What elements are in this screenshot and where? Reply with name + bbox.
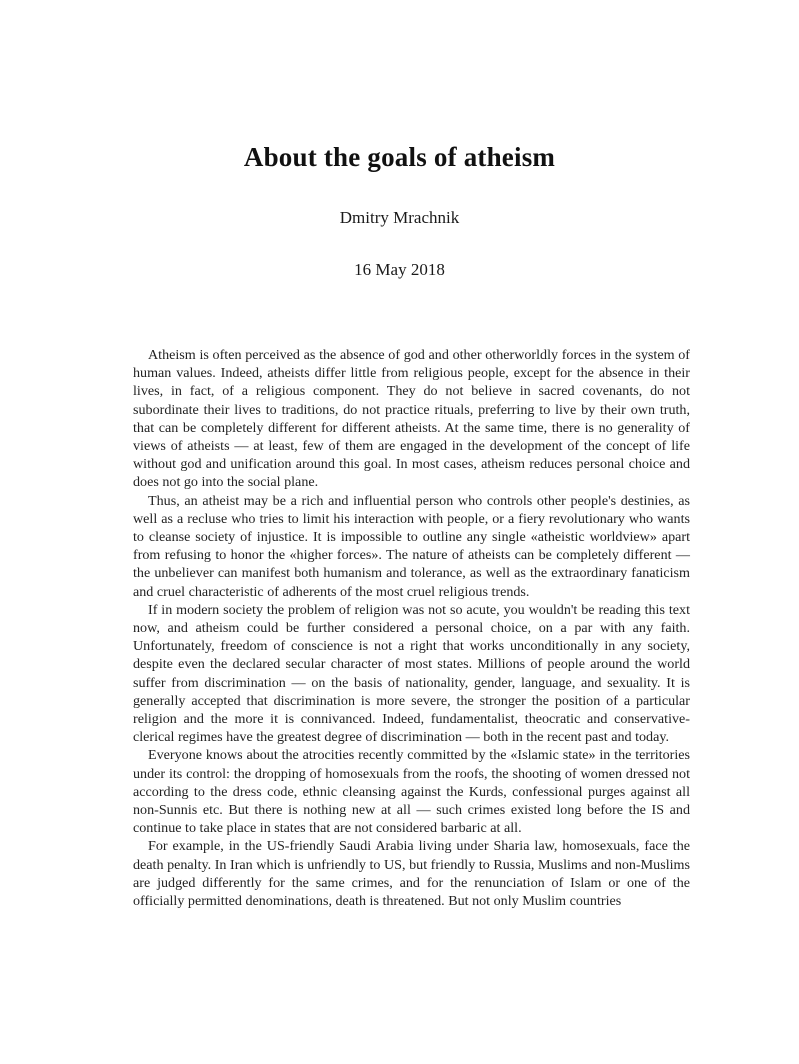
document-title: About the goals of atheism xyxy=(243,142,556,172)
paragraph: Thus, an atheist may be a rich and influential person who controls other people's destinies, as well as a recluse who tries to limit his interaction with people, or a fiery revolutionary who wants to cleanse society of injustice. It is impossible to outline any single «atheistic worldview» apart from refusing to honor the «higher forces». The nature of atheists can be completely different — the unbeliever can manifest both humanism and tolerance, as well as the extraordinary fanaticism and cruel characteristic of adherents of the most cruel religious trends. xyxy=(133,492,690,600)
paragraph: For example, in the US-friendly Saudi Arabia living under Sharia law, homosexuals, face the death penalty. In Iran which is unfriendly to US, but friendly to Russia, Muslims and non-Muslims are judged differently for the same crimes, and for the renunciation of Islam or one of the officially permitted denominations, death is threatened. But not only Muslim countries xyxy=(133,838,690,910)
document-author: Dmitry Mrachnik xyxy=(339,208,460,227)
document-date: 16 May 2018 xyxy=(354,260,445,279)
paragraph: Atheism is often perceived as the absence of god and other otherworldly forces in the system of human values. Indeed, atheists differ little from religious people, except for the absence in their lives, in fact, of a religious component. They do not believe in sacred covenants, do not subordinate their lives to traditions, do not practice rituals, preferring to live by their own truth, that can be completely different for different atheists. At the same time, there is no generality of views of atheists — at least, few of them are engaged in the development of the concept of life without god and unification around this goal. In most cases, atheism reduces personal choice and does not go into the social plane. xyxy=(133,347,690,491)
paragraph: If in modern society the problem of religion was not so acute, you wouldn't be reading this text now, and atheism could be further considered a personal choice, on a par with any faith. Unfortunately, freedom of conscience is not a right that works unconditionally in any society, despite even the declared secular character of most states. Millions of people around the world suffer from discrimination — on the basis of nationality, gender, language, and sexuality. It is generally accepted that discrimination is more severe, the stronger the position of a particular religion and the more it is connivanced. Indeed, fundamentalist, theocratic and conservative-clerical regimes have the greatest degree of discrimination — both in the recent past and today. xyxy=(133,601,690,746)
paragraph: Everyone knows about the atrocities recently committed by the «Islamic state» in the territories under its control: the dropping of homosexuals from the roofs, the shooting of women dressed not according to the dress code, ethnic cleansing against the Kurds, confessional purges against all non-Sunnis etc. But there is nothing new at all — such crimes existed long before the IS and continue to take place in states that are not considered barbaric at all. xyxy=(133,747,690,837)
document-body xyxy=(133,346,690,910)
